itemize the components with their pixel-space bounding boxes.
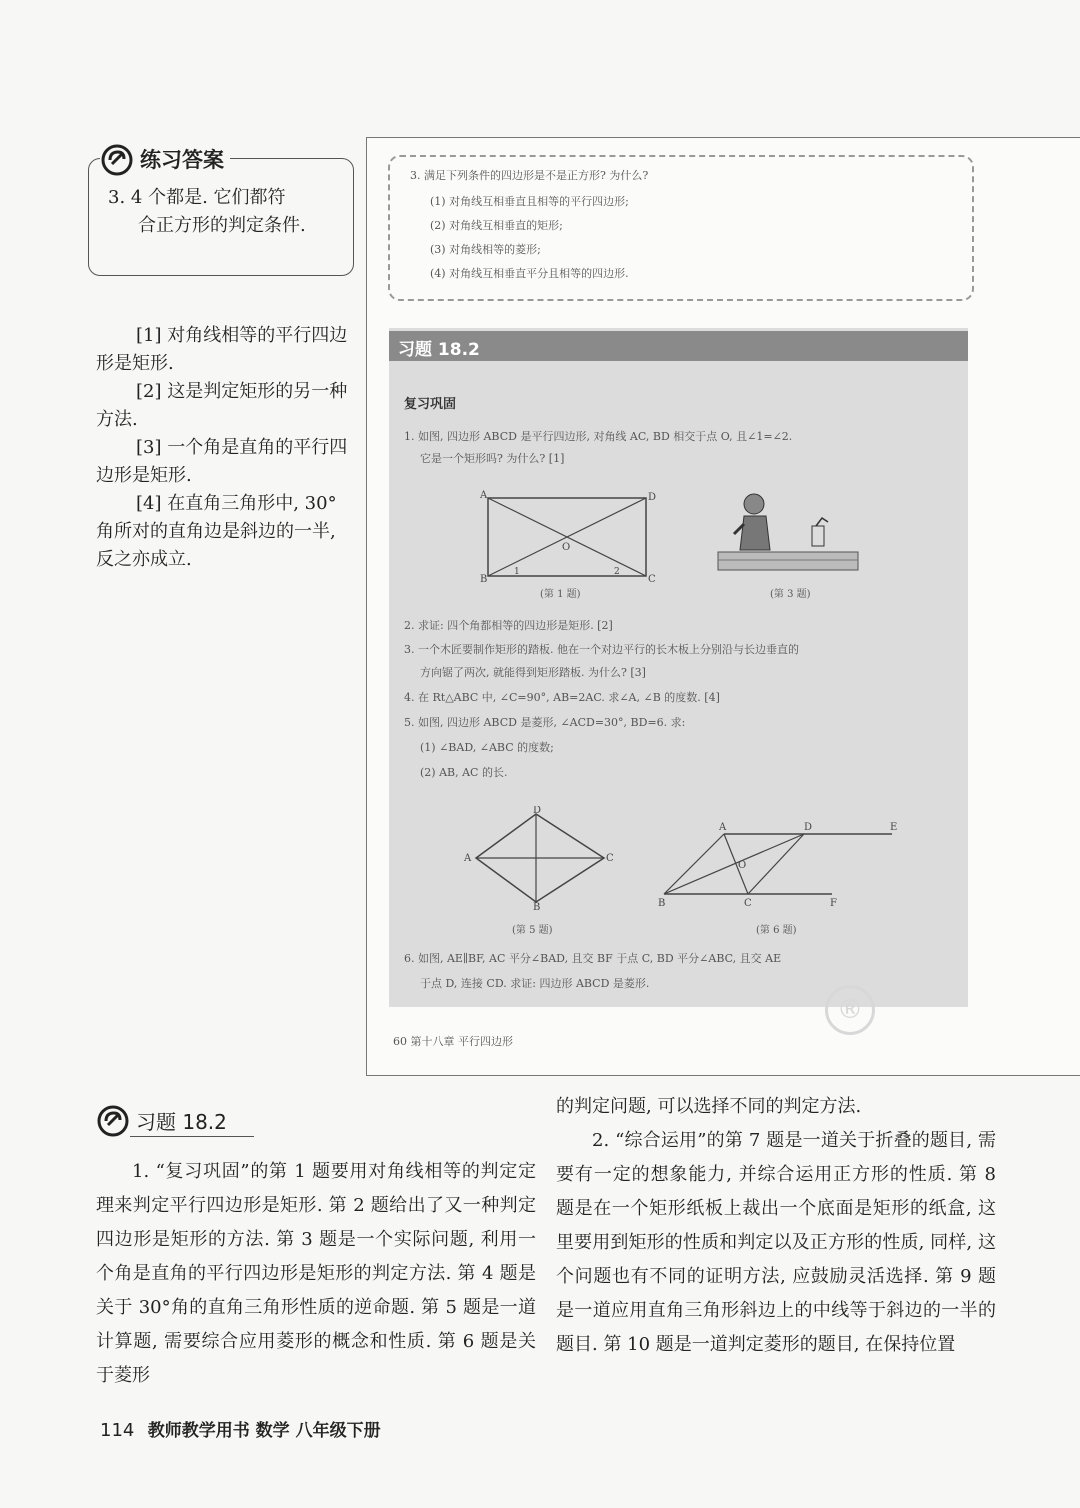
exercise-3-line: 3. 一个木匠要制作矩形的踏板. 他在一个对边平行的长木板上分别沿与长边垂直的 (404, 643, 799, 656)
page-number: 114 (100, 1420, 135, 1441)
fig1-label-b: B (480, 574, 488, 585)
exercise-5-item: (2) AB, AC 的长. (420, 766, 508, 779)
fig1-angle-2: 2 (614, 567, 620, 577)
answer-text (108, 184, 344, 240)
registered-mark-icon: ® (825, 985, 875, 1035)
question-item: (1) 对角线互相垂直且相等的平行四边形; (430, 195, 629, 208)
section-header (96, 1103, 227, 1137)
margin-notes (96, 322, 352, 574)
section-title: 习题 18.2 (136, 1109, 227, 1134)
fig6-label-d: D (804, 822, 813, 833)
fig6-label-b: B (658, 898, 666, 909)
section-title-underline (130, 1136, 254, 1137)
question-item: (2) 对角线互相垂直的矩形; (430, 219, 563, 232)
figure-3-caption: (第 3 题) (770, 589, 811, 600)
fig1-label-c: C (648, 574, 656, 585)
exercise-2-line: 2. 求证: 四个角都相等的四边形是矩形. [2] (404, 619, 613, 632)
note-item: [4] 在直角三角形中, 30°角所对的直角边是斜边的一半, 反之亦成立. (96, 493, 337, 570)
question-item: (4) 对角线互相垂直平分且相等的四边形. (430, 267, 629, 280)
exercise-1-line: 1. 如图, 四边形 ABCD 是平行四边形, 对角线 AC, BD 相交于点 O, 且∠1=∠2. (404, 430, 793, 443)
body-paragraph: 的判定问题, 可以选择不同的判定方法. (556, 1096, 862, 1117)
answer-line: 合正方形的判定条件. (138, 215, 306, 236)
fig6-label-c: C (744, 898, 752, 909)
fig5-label-a: A (464, 853, 472, 864)
exercise-header-label: 习题 18.2 (398, 340, 480, 360)
exercise-5-line: 5. 如图, 四边形 ABCD 是菱形, ∠ACD=30°, BD=6. 求: (404, 716, 686, 729)
fig6-label-f: F (830, 898, 837, 909)
note-item: [3] 一个角是直角的平行四边形是矩形. (96, 437, 348, 486)
book-title: 教师教学用书 数学 八年级下册 (147, 1421, 381, 1441)
answer-box-header (100, 140, 230, 178)
exercise-1-line: 它是一个矩形吗? 为什么? [1] (420, 452, 565, 465)
question-text: 3. 满足下列条件的四边形是不是正方形? 为什么? (410, 169, 649, 182)
figure-6-parallel-lines (656, 818, 906, 910)
answer-box-title: 练习答案 (140, 148, 224, 172)
body-paragraph: 1. “复习巩固”的第 1 题要用对角线相等的判定定理来判定平行四边形是矩形. 第 2 题给出了又一种判定四边形是矩形的方法. 第 3 题是一个实际问题, 利用一个角是直角的平行四边形是矩形的判定方法. 第 4 题是关于 30°角的直角三角形性质的逆命题. 第 5 题是一道计算题, 需要综合应用菱形的概念和性质. 第 6 题是关于菱形 (96, 1161, 536, 1386)
note-item: [1] 对角线相等的平行四边形是矩形. (96, 325, 348, 374)
figure-1-caption: (第 1 题) (540, 589, 581, 600)
fig6-label-o: O (738, 860, 747, 871)
exercise-4-line: 4. 在 Rt△ABC 中, ∠C=90°, AB=2AC. 求∠A, ∠B 的度数. [4] (404, 691, 720, 704)
fig6-label-a: A (719, 822, 727, 833)
figure-1-rectangle (478, 490, 658, 585)
figure-3-carpenter-illustration (712, 490, 862, 580)
textbook-page-footer: 60 第十八章 平行四边形 (393, 1035, 513, 1048)
question-item: (3) 对角线相等的菱形; (430, 243, 541, 256)
note-item: [2] 这是判定矩形的另一种方法. (96, 381, 348, 430)
section-swirl-icon (100, 142, 134, 176)
figure-5-caption: (第 5 题) (512, 925, 553, 936)
section-swirl-icon (96, 1103, 130, 1137)
fig5-label-c: C (606, 853, 614, 864)
exercise-6-line: 于点 D, 连接 CD. 求证: 四边形 ABCD 是菱形. (420, 977, 650, 990)
fig1-label-o: O (562, 542, 571, 553)
fig5-label-d: D (533, 806, 542, 816)
answer-line: 3. 4 个都是. 它们都符 (108, 187, 286, 208)
fig6-label-e: E (890, 822, 898, 833)
fig1-label-a: A (480, 490, 488, 501)
exercise-3-line: 方向锯了两次, 就能得到矩形踏板. 为什么? [3] (420, 666, 646, 679)
question-box (388, 155, 974, 301)
figure-5-rhombus (458, 806, 618, 910)
body-paragraph: 2. “综合运用”的第 7 题是一道关于折叠的题目, 需要有一定的想象能力, 并综合运用正方形的性质. 第 8 题是在一个矩形纸板上裁出一个底面是矩形的纸盒, 这里要用到矩形的性质和判定以及正方形的性质, 同样, 这个问题也有不同的证明方法, 应鼓励灵活选择. 第 9 题是一道应用直角三角形斜边上的中线等于斜边的一半的题目. 第 10 题是一道判定菱形的题目, 在保持位置 (556, 1130, 996, 1355)
exercise-5-item: (1) ∠BAD, ∠ABC 的度数; (420, 741, 554, 754)
body-column-left (96, 1155, 536, 1393)
exercise-6-line: 6. 如图, AE∥BF, AC 平分∠BAD, 且交 BF 于点 C, BD 平分∠ABC, 且交 AE (404, 952, 782, 965)
fig1-angle-1: 1 (514, 567, 520, 577)
fig1-label-d: D (648, 492, 657, 503)
exercise-subheading: 复习巩固 (404, 397, 457, 412)
body-column-right (556, 1090, 996, 1362)
page-footer (100, 1416, 381, 1441)
fig5-label-b: B (533, 902, 541, 910)
figure-6-caption: (第 6 题) (756, 925, 797, 936)
